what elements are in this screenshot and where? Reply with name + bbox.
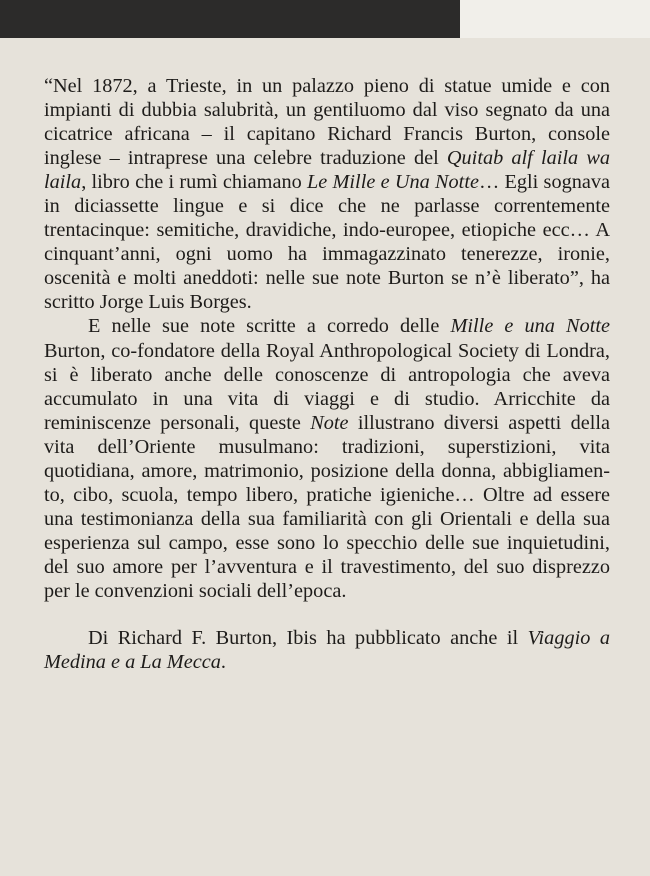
- body-text-2: Burton, co-fondatore della Royal Anthropological Society di Londra, si è liberato anche delle conoscenze di antropologia che aveva accumulato in una vita di viaggi e di studio. Arricchite da reminiscenze personali, queste: [44, 339, 610, 434]
- quote-title-italian: Le Mille e Una Notte: [307, 171, 479, 194]
- body-text-1: E nelle sue note scritte a corredo delle: [88, 315, 451, 338]
- quote-text-3: … Egli sognava in diciassette lingue e si dice che ne parlasse correntemente trentacinque: semitiche, dravidiche, indo-europee, etiopiche ecc… A cinquant’anni, ogni uomo ha immagazzinato tenerezze, ironie, oscenità e molti aneddoti: nelle sue note Burton se n’è liberato”, ha scritto Jorge Luis Borges.: [44, 171, 611, 314]
- credit-title-viaggio: Viaggio a Medina e a La Mecca: [44, 627, 610, 674]
- body-title-mille: Mille e una Notte: [450, 315, 610, 338]
- top-dark-bar: [0, 0, 460, 38]
- back-cover-text: [44, 74, 610, 674]
- description-paragraph: [44, 314, 610, 603]
- top-white-area: [460, 0, 650, 38]
- quote-text-2: , libro che i rumì chiamano: [81, 171, 307, 194]
- body-text-3: illustrano diversi aspetti della vita dell’Oriente musulmano: tradizioni, superstizioni, vita quotidiana, amore, matrimonio, posizione della donna, abbigliamento, cibo, scuola, tempo libero, pratiche igieniche… Oltre ad essere una testimonianza della sua familiarità con gli Orientali e della sua esperienza sul campo, esse sono lo specchio delle sue inquietudini, del suo amore per l’avventura e il travestimento, del suo disprezzo per le convenzioni sociali dell’epoca.: [44, 411, 610, 602]
- body-title-note: Note: [310, 411, 349, 434]
- quote-title-arabic: Quitab alf laila wa laila: [44, 147, 610, 194]
- quote-text-1: “Nel 1872, a Trieste, in un palazzo pieno di statue umide e con impianti di dubbia salubrità, un gentiluomo dal viso segnato da una cicatrice africana – il capitano Richard Francis Burton, console inglese – intraprese una celebre traduzione del: [44, 75, 610, 170]
- credit-text-1: Di Richard F. Burton, Ibis ha pubblicato anche il: [88, 627, 528, 650]
- credit-paragraph: [44, 626, 610, 674]
- credit-text-2: .: [220, 651, 226, 674]
- borges-quote-paragraph: [44, 74, 610, 314]
